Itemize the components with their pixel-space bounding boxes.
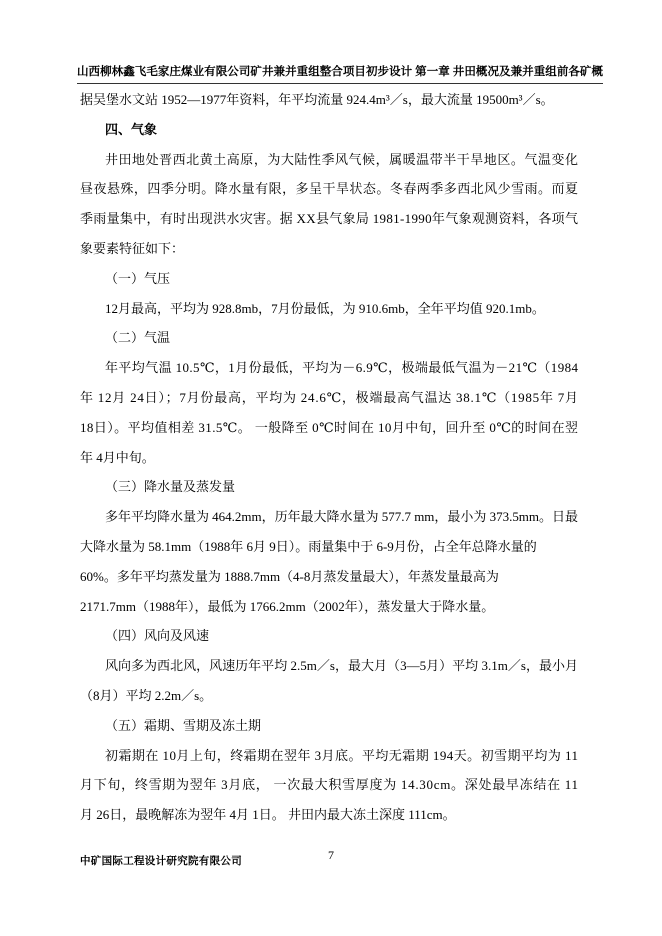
page-header-title: 山西柳林鑫飞毛家庄煤业有限公司矿井兼并重组整合项目初步设计 第一章 井田概况及兼并重组前各矿概 — [77, 66, 604, 78]
wind-line: 风向多为西北风，风速历年平均 2.5m／s，最大月（3—5月）平均 3.1m／s，最小月 — [105, 658, 579, 674]
overview-line: 季雨量集中，有时出现洪水灾害。据 XX县气象局 1981-1990年气象观测资料，各项气 — [80, 211, 579, 227]
precipitation-line: 多年平均降水量为 464.2mm，历年最大降水量为 577.7 mm，最小为 373.5mm。日最 — [105, 509, 578, 525]
subsection-heading-wind: （四）风向及风速 — [105, 628, 210, 644]
precipitation-line: 2171.7mm（1988年），最低为 1766.2mm（2002年），蒸发量大于降水量。 — [80, 598, 495, 614]
temperature-line: 年 4月中旬。 — [80, 449, 155, 465]
precipitation-line: 60%。多年平均蒸发量为 1888.7mm（4-8月蒸发量最大），年蒸发量最高为 — [80, 568, 499, 584]
precipitation-line: 大降水量为 58.1mm（1988年 6月 9日）。雨量集中于 6-9月份，占全年总降水量的 — [80, 538, 537, 554]
subsection-heading-pressure: （一）气压 — [105, 270, 171, 286]
page-number: 7 — [328, 848, 334, 862]
overview-line: 象要素特征如下： — [80, 240, 185, 256]
subsection-heading-frost: （五）霜期、雪期及冻土期 — [105, 717, 262, 733]
footer-company-name: 中矿国际工程设计研究院有限公司 — [80, 856, 242, 867]
temperature-line: 年 12月 24日）；7月份最高，平均为 24.6℃，极端最高气温达 38.1℃（1985年 7月 — [80, 389, 579, 405]
wind-line: （8月）平均 2.2m／s。 — [80, 687, 213, 703]
document-body — [80, 85, 578, 830]
section-title: 四、气象 — [105, 121, 158, 137]
header-divider — [77, 83, 603, 84]
subsection-heading-precipitation: （三）降水量及蒸发量 — [105, 479, 236, 495]
temperature-line: 18日）。平均值相差 31.5℃。 一般降至 0℃时间在 10月中旬，回升至 0℃的时间在翌 — [80, 419, 579, 435]
overview-line: 井田地处晋西北黄土高原，为大陆性季风气候，属暖温带半干旱地区。气温变化 — [105, 151, 579, 167]
frost-line: 月下旬，终雪期为翌年 3月底， 一次最大积雪厚度为 14.30cm。深处最早冻结在 11 — [80, 777, 579, 793]
temperature-line: 年平均气温 10.5℃，1月份最低，平均为－6.9℃，极端最低气温为－21℃（1984 — [105, 360, 579, 376]
frost-line: 月 26日，最晚解冻为翌年 4月 1日。 井田内最大冻土深度 111cm。 — [80, 807, 456, 823]
subsection-heading-temperature: （二）气温 — [105, 330, 171, 346]
overview-line: 昼夜悬殊，四季分明。降水量有限，多呈干旱状态。冬春两季多西北风少雪雨。而夏 — [80, 181, 579, 197]
pressure-line: 12月最高，平均为 928.8mb，7月份最低，为 910.6mb，全年平均值 920.1mb。 — [105, 300, 545, 316]
frost-line: 初霜期在 10月上旬，终霜期在翌年 3月底。平均无霜期 194天。初雪期平均为 11 — [105, 747, 579, 763]
hydrology-line: 据吴堡水文站 1952—1977年资料，年平均流量 924.4m³／s，最大流量 19500m³／s。 — [80, 92, 554, 107]
